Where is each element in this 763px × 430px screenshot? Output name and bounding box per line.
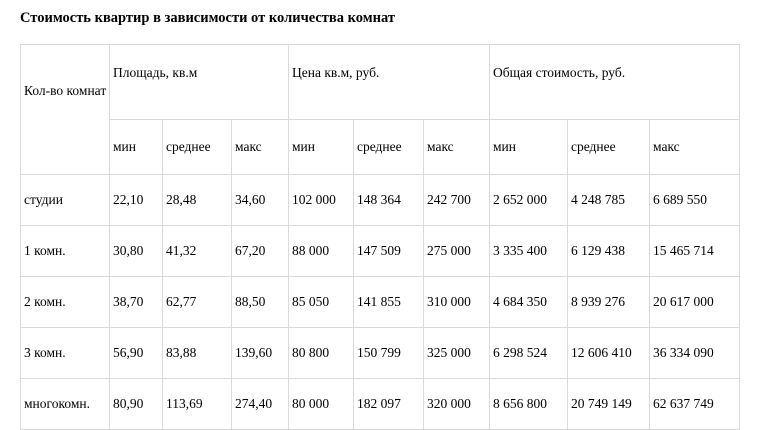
table-cell: 20 617 000 [650,277,740,328]
table-row [21,328,740,379]
table-cell: 141 855 [354,277,424,328]
subheader-cell: макс [232,120,289,175]
table-cell: 274,40 [232,379,289,430]
subheader-cell: мин [110,120,163,175]
header-row-subheaders [21,120,740,175]
table-cell: 320 000 [424,379,490,430]
table-cell: 85 050 [289,277,354,328]
table-cell: 80,90 [110,379,163,430]
row-label: 3 комн. [21,328,110,379]
subheader-cell: макс [424,120,490,175]
table-cell: 22,10 [110,175,163,226]
table-cell: 15 465 714 [650,226,740,277]
table-cell: 8 939 276 [568,277,650,328]
table-cell: 6 129 438 [568,226,650,277]
table-title: Стоимость квартир в зависимости от количества комнат [20,10,395,26]
area-group-header: Площадь, кв.м [110,45,289,120]
table-row [21,277,740,328]
subheader-cell: мин [289,120,354,175]
table-cell: 8 656 800 [490,379,568,430]
table-cell: 275 000 [424,226,490,277]
table-cell: 242 700 [424,175,490,226]
table-cell: 6 298 524 [490,328,568,379]
subheader-cell: среднее [354,120,424,175]
table-cell: 3 335 400 [490,226,568,277]
table-cell: 62 637 749 [650,379,740,430]
subheader-cell: макс [650,120,740,175]
table-cell: 4 248 785 [568,175,650,226]
price-per-sqm-group-header: Цена кв.м, руб. [289,45,490,120]
table-cell: 113,69 [163,379,232,430]
table-cell: 80 800 [289,328,354,379]
table-cell: 36 334 090 [650,328,740,379]
row-label: студии [21,175,110,226]
rooms-count-header: Кол-во комнат [21,45,110,175]
table-cell: 28,48 [163,175,232,226]
table-cell: 148 364 [354,175,424,226]
subheader-cell: мин [490,120,568,175]
table-cell: 4 684 350 [490,277,568,328]
table-cell: 67,20 [232,226,289,277]
table-cell: 80 000 [289,379,354,430]
row-label: многокомн. [21,379,110,430]
table-cell: 20 749 149 [568,379,650,430]
table-cell: 139,60 [232,328,289,379]
table-cell: 38,70 [110,277,163,328]
table-cell: 147 509 [354,226,424,277]
table-cell: 12 606 410 [568,328,650,379]
table-cell: 56,90 [110,328,163,379]
header-row-groups [21,45,740,120]
table-cell: 150 799 [354,328,424,379]
subheader-cell: среднее [163,120,232,175]
table-row [21,379,740,430]
table-cell: 2 652 000 [490,175,568,226]
apartment-cost-table [20,44,740,430]
table-cell: 88 000 [289,226,354,277]
table-cell: 102 000 [289,175,354,226]
table-cell: 88,50 [232,277,289,328]
subheader-cell: среднее [568,120,650,175]
table-cell: 325 000 [424,328,490,379]
row-label: 1 комн. [21,226,110,277]
total-cost-group-header: Общая стоимость, руб. [490,45,740,120]
table-cell: 41,32 [163,226,232,277]
table-cell: 62,77 [163,277,232,328]
table-cell: 182 097 [354,379,424,430]
table-cell: 30,80 [110,226,163,277]
table-row [21,226,740,277]
table-row [21,175,740,226]
table-cell: 6 689 550 [650,175,740,226]
table-cell: 34,60 [232,175,289,226]
row-label: 2 комн. [21,277,110,328]
table-cell: 83,88 [163,328,232,379]
table-cell: 310 000 [424,277,490,328]
